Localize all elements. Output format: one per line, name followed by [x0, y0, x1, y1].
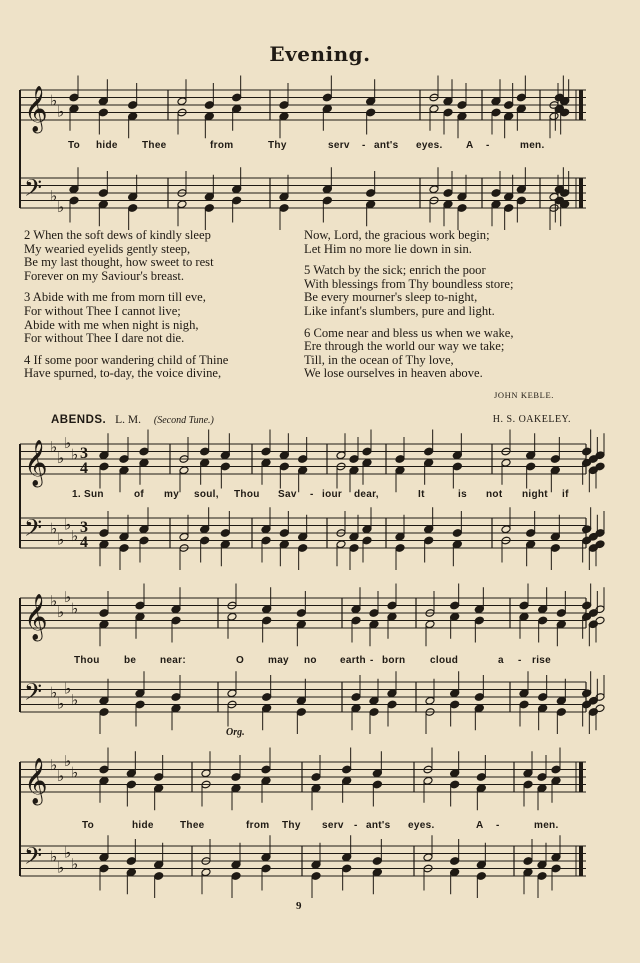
verse-5: 5 Watch by the sick; enrich the poor With blessings from Thy boundless store; Be every mourner's sleep to-night, Like infant's slumbers, pure and light. [304, 263, 514, 318]
verse-3: 3 Abide with me from morn till eve, For without Thee I cannot live; Abide with me when night is nigh, For without Thee I dare not die. [24, 290, 206, 346]
bass-clef-icon: 𝄢 [24, 842, 43, 875]
lyric-syllable: ant's [366, 820, 391, 831]
flat-sign-icon: ♭ [50, 683, 58, 702]
flat-sign-icon: ♭ [50, 847, 58, 866]
lyric-syllable: Thou [74, 655, 100, 666]
lyric-syllable: no [304, 655, 317, 666]
flat-sign-icon: ♭ [57, 767, 65, 785]
flat-sign-icon: ♭ [50, 591, 58, 610]
lyric-syllable: if [562, 489, 569, 500]
flat-sign-icon: ♭ [57, 198, 65, 216]
music-system-1 [20, 78, 586, 228]
lyric-syllable: dear, [354, 489, 379, 500]
tune-note: (Second Tune.) [153, 415, 214, 426]
lyric-syllable: from [246, 820, 270, 831]
flat-sign-icon: ♭ [57, 603, 65, 621]
treble-clef-icon: 𝄞 [24, 86, 48, 132]
tune-meter: L. M. [115, 414, 142, 426]
lyric-syllable: be [124, 655, 137, 666]
lyric-syllable: To [82, 820, 95, 831]
flat-sign-icon: ♭ [64, 679, 72, 698]
treble-clef-icon: 𝄞 [24, 758, 48, 804]
lyric-syllable: - [362, 140, 366, 151]
bass-clef-icon: 𝄢 [24, 678, 43, 711]
music-system-4 [20, 752, 586, 892]
flat-sign-icon: ♭ [64, 515, 72, 534]
lyric-syllable: Thee [180, 820, 205, 831]
lyric-syllable: iour [322, 489, 343, 500]
lyric-syllable: a [498, 655, 504, 666]
flat-sign-icon: ♭ [71, 445, 79, 464]
lyric-syllable: men. [520, 140, 545, 151]
lyric-syllable: Thee [142, 140, 167, 151]
time-signature-top: 3 [80, 519, 88, 536]
time-signature-bottom: 4 [80, 534, 88, 551]
lyric-syllable: near: [160, 655, 186, 666]
flat-sign-icon: ♭ [57, 530, 65, 549]
flat-sign-icon: ♭ [64, 588, 72, 606]
tune-header [51, 414, 571, 426]
treble-clef-icon: 𝄞 [24, 594, 48, 640]
lyric-syllable: serv [328, 140, 350, 151]
author-attribution: JOHN KEBLE. [494, 390, 554, 400]
organ-marking: Org. [226, 727, 245, 738]
verse-2: 2 When the soft dews of kindly sleep My wearied eyelids gently steep, Be my last thought, how sweet to rest Forever on my Saviour's breast. [24, 228, 214, 283]
lyric-syllable: night [522, 489, 548, 500]
tune-composer: H. S. OAKELEY. [492, 414, 571, 425]
lyric-syllable: 1. Sun [72, 489, 104, 500]
lyric-syllable: O [236, 655, 245, 666]
lyric-syllable: cloud [430, 655, 459, 666]
tune-name: ABENDS. [51, 414, 107, 426]
staff-graphic [20, 78, 586, 228]
lyric-syllable: To [68, 140, 81, 151]
lyric-syllable: Thy [282, 820, 301, 831]
verses-right [304, 229, 604, 389]
lyric-syllable: eyes. [416, 140, 443, 151]
flat-sign-icon: ♭ [57, 694, 65, 713]
lyric-syllable: ant's [374, 140, 399, 151]
lyric-syllable: - [354, 820, 358, 831]
flat-sign-icon: ♭ [71, 690, 79, 709]
flat-sign-icon: ♭ [64, 752, 72, 770]
lyric-syllable: soul, [194, 489, 219, 500]
flat-sign-icon: ♭ [50, 755, 58, 774]
lyric-syllable: hide [96, 140, 118, 151]
lyric-syllable: may [268, 655, 289, 666]
hymn-title: Evening. [269, 42, 371, 66]
time-signature-top: 3 [80, 445, 88, 462]
flat-sign-icon: ♭ [57, 102, 65, 121]
lyric-syllable: rise [532, 655, 551, 666]
verse-6: 6 Come near and bless us when we wake, Ere through the world our way we take; Till, in the ocean of Thy love, We lose ourselves in heaven above. [304, 325, 514, 381]
lyric-syllable: - [310, 489, 314, 500]
flat-sign-icon: ♭ [50, 186, 58, 205]
lyric-syllable: Thy [268, 140, 287, 151]
lyric-syllable: men. [534, 820, 559, 831]
lyric-syllable: from [210, 140, 234, 151]
lyric-syllable: earth [340, 655, 366, 666]
verses-left [24, 229, 299, 389]
verse-4: 4 If some poor wandering child of Thine Have spurned, to-day, the voice divine, [24, 352, 229, 381]
staff-graphic [20, 752, 586, 892]
lyric-syllable: eyes. [408, 820, 435, 831]
lyric-syllable: hide [132, 820, 154, 831]
treble-clef-icon: 𝄞 [24, 440, 48, 486]
page-number: 9 [296, 900, 302, 912]
flat-sign-icon: ♭ [50, 519, 58, 538]
time-signature-bottom: 4 [80, 460, 88, 477]
lyric-syllable: of [134, 489, 145, 500]
bass-clef-icon: 𝄢 [24, 174, 43, 207]
flat-sign-icon: ♭ [71, 599, 79, 618]
lyric-syllable: A [466, 140, 474, 151]
flat-sign-icon: ♭ [57, 449, 65, 467]
flat-sign-icon: ♭ [64, 434, 72, 452]
lyric-syllable: It [418, 489, 425, 500]
flat-sign-icon: ♭ [71, 854, 79, 873]
lyric-syllable: - [518, 655, 522, 666]
lyric-syllable: born [382, 655, 406, 666]
flat-sign-icon: ♭ [71, 526, 79, 545]
flat-sign-icon: ♭ [50, 437, 58, 456]
lyric-syllable: Sav [278, 489, 297, 500]
bass-clef-icon: 𝄢 [24, 514, 43, 547]
flat-sign-icon: ♭ [50, 91, 58, 110]
lyric-syllable: - [496, 820, 500, 831]
lyric-syllable: A [476, 820, 484, 831]
verse-4-cont: Now, Lord, the gracious work begin; Let Him no more lie down in sin. [304, 228, 490, 256]
lyric-syllable: serv [322, 820, 344, 831]
lyric-syllable: - [370, 655, 374, 666]
lyric-syllable: is [458, 489, 467, 500]
lyric-syllable: - [486, 140, 490, 151]
flat-sign-icon: ♭ [71, 763, 79, 782]
lyric-syllable: Thou [234, 489, 260, 500]
lyric-syllable: not [486, 489, 503, 500]
lyric-syllable: my [164, 489, 180, 500]
flat-sign-icon: ♭ [57, 858, 65, 877]
flat-sign-icon: ♭ [64, 843, 72, 862]
